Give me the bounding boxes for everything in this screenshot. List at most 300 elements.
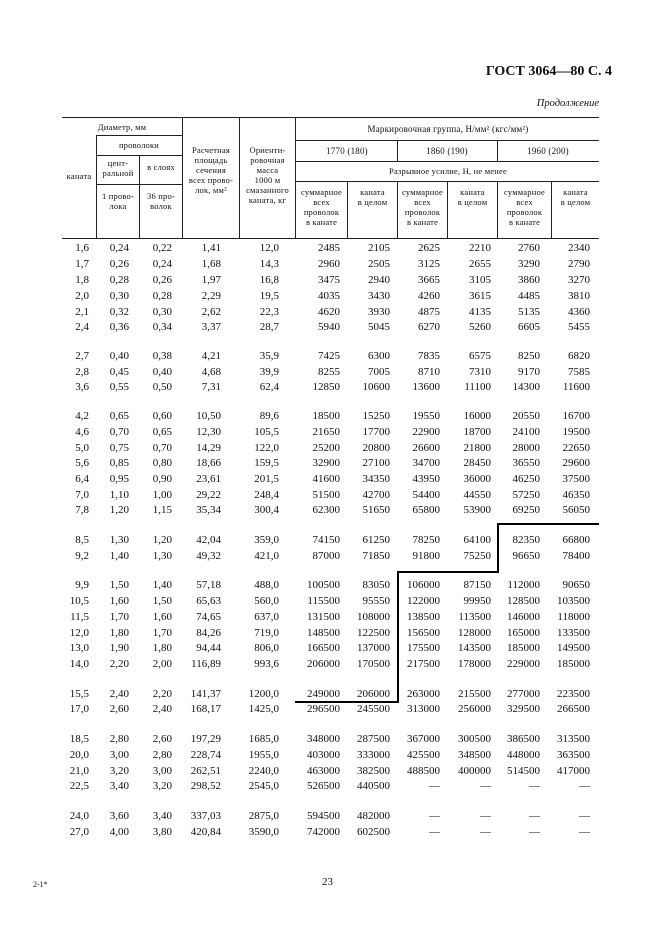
table-cell: 23,61 (196, 473, 221, 485)
header-mass: Ориенти- ровочная масса 1000 м смазанного каната, кг (246, 145, 289, 205)
table-cell: 263000 (407, 688, 440, 700)
table-cell: 7005 (368, 366, 390, 378)
table-cell: 0,26 (152, 274, 172, 286)
table-cell: 178000 (458, 658, 491, 670)
table-cell: — (429, 810, 440, 822)
table-cell: 65,63 (196, 595, 221, 607)
page-number: 23 (322, 876, 333, 888)
table-cell: 12850 (312, 381, 340, 393)
table-cell: 42700 (362, 489, 390, 501)
table-cell: 20800 (362, 442, 390, 454)
table-cell: 215500 (458, 688, 491, 700)
table-cell: 1,8 (75, 274, 89, 286)
table-cell: 14,0 (69, 658, 89, 670)
header-one-wire: 1 прово- лока (101, 191, 135, 211)
grid-line (96, 135, 97, 238)
table-cell: 128500 (507, 595, 540, 607)
table-cell: 201,5 (254, 473, 279, 485)
table-cell: 39,9 (259, 366, 279, 378)
table-cell: 2545,0 (248, 780, 279, 792)
table-cell: 248,4 (254, 489, 279, 501)
table-cell: 0,30 (109, 290, 129, 302)
table-cell: 1,68 (201, 258, 221, 270)
table-cell: 206000 (357, 688, 390, 700)
table-cell: 57250 (512, 489, 540, 501)
table-cell: 71850 (362, 550, 390, 562)
table-cell: 3,80 (152, 826, 172, 838)
header-area: Расчетная площадь сечения всех прово- лок, мм² (188, 145, 234, 195)
table-cell: 440500 (357, 780, 390, 792)
table-cell: 0,24 (109, 242, 129, 254)
table-cell: 95550 (362, 595, 390, 607)
table-cell: 2,40 (152, 703, 172, 715)
table-cell: 300,4 (254, 504, 279, 516)
table-cell: 526500 (307, 780, 340, 792)
table-cell: 18,66 (196, 457, 221, 469)
table-cell: 106000 (407, 579, 440, 591)
table-cell: 175500 (407, 642, 440, 654)
table-cell: 90650 (562, 579, 590, 591)
table-cell: 22,3 (259, 306, 279, 318)
table-cell: 138500 (407, 611, 440, 623)
table-cell: — (529, 780, 540, 792)
table-cell: 10,50 (196, 410, 221, 422)
table-cell: 3430 (368, 290, 390, 302)
table-cell: 2210 (469, 242, 491, 254)
table-cell: 19550 (412, 410, 440, 422)
table-cell: 1,41 (201, 242, 221, 254)
table-cell: 2,40 (109, 688, 129, 700)
table-cell: 6300 (368, 350, 390, 362)
table-cell: 0,65 (152, 426, 172, 438)
table-cell: 25200 (312, 442, 340, 454)
table-cell: 89,6 (259, 410, 279, 422)
table-cell: 19,5 (259, 290, 279, 302)
header-group-1960: 1960 (200) (527, 146, 569, 156)
table-cell: 34700 (412, 457, 440, 469)
header-rope-1770: каната в целом (357, 187, 388, 207)
table-cell: 17700 (362, 426, 390, 438)
table-cell: 28450 (463, 457, 491, 469)
table-cell: 3810 (568, 290, 590, 302)
table-cell: 4620 (318, 306, 340, 318)
table-cell: 3475 (318, 274, 340, 286)
table-cell: 91800 (412, 550, 440, 562)
table-cell: 148500 (307, 627, 340, 639)
table-cell: 113500 (458, 611, 491, 623)
table-cell: 0,65 (109, 410, 129, 422)
table-cell: 262,51 (190, 765, 221, 777)
table-cell: 5135 (518, 306, 540, 318)
table-cell: 0,28 (109, 274, 129, 286)
table-cell: 0,80 (152, 457, 172, 469)
table-cell: 420,84 (190, 826, 221, 838)
table-cell: 5455 (568, 321, 590, 333)
table-cell: 0,24 (152, 258, 172, 270)
table-cell: 54400 (412, 489, 440, 501)
header-center-wire: цент- ральной (102, 158, 134, 178)
table-cell: 2,80 (152, 749, 172, 761)
table-cell: 1,40 (109, 550, 129, 562)
table-cell: 18700 (463, 426, 491, 438)
table-cell: 228,74 (190, 749, 221, 761)
table-cell: 2,80 (109, 733, 129, 745)
table-cell: 2,20 (109, 658, 129, 670)
header-breaking-force: Разрывное усилие, Н, не менее (389, 166, 507, 176)
table-cell: 122000 (407, 595, 440, 607)
table-cell: 16700 (562, 410, 590, 422)
table-cell: 115500 (307, 595, 340, 607)
table-cell: 9,9 (75, 579, 89, 591)
table-header-bottom (62, 238, 599, 239)
table-cell: 382500 (357, 765, 390, 777)
table-cell: 165000 (507, 627, 540, 639)
table-cell: 993,6 (254, 658, 279, 670)
table-cell: 2105 (368, 242, 390, 254)
table-cell: 131500 (307, 611, 340, 623)
table-cell: 2,62 (201, 306, 221, 318)
table-cell: 329500 (507, 703, 540, 715)
header-rope: каната (66, 171, 92, 181)
grid-line (295, 140, 599, 141)
table-cell: 11100 (464, 381, 491, 393)
table-cell: 143500 (458, 642, 491, 654)
table-cell: 3930 (368, 306, 390, 318)
table-cell: 118000 (557, 611, 590, 623)
table-cell: 2960 (318, 258, 340, 270)
table-cell: 3860 (518, 274, 540, 286)
continuation-label: Продолжение (536, 98, 599, 109)
table-cell: 75250 (463, 550, 491, 562)
table-cell: 6605 (518, 321, 540, 333)
table-cell: 112000 (507, 579, 540, 591)
table-cell: 2655 (469, 258, 491, 270)
table-cell: 2,7 (75, 350, 89, 362)
table-cell: 133500 (557, 627, 590, 639)
table-cell: 6,4 (75, 473, 89, 485)
table-cell: 66800 (562, 534, 590, 546)
table-cell: 359,0 (254, 534, 279, 546)
table-cell: — (579, 810, 590, 822)
table-cell: 28000 (512, 442, 540, 454)
table-cell: 82350 (512, 534, 540, 546)
table-cell: 168,17 (190, 703, 221, 715)
header-rope-1960: каната в целом (560, 187, 591, 207)
table-cell: 20,0 (69, 749, 89, 761)
table-cell: 128000 (458, 627, 491, 639)
table-top-border (62, 117, 599, 118)
table-cell: 9170 (518, 366, 540, 378)
table-cell: 7310 (469, 366, 491, 378)
table-cell: 14300 (512, 381, 540, 393)
table-cell: 24,0 (69, 810, 89, 822)
table-cell: 2790 (568, 258, 590, 270)
step-line (497, 523, 599, 525)
table-cell: 0,95 (109, 473, 129, 485)
table-cell: 12,0 (69, 627, 89, 639)
table-cell: 1685,0 (248, 733, 279, 745)
table-cell: 15,5 (69, 688, 89, 700)
table-cell: 22900 (412, 426, 440, 438)
table-cell: — (480, 780, 491, 792)
table-cell: 287500 (357, 733, 390, 745)
header-group-1770: 1770 (180) (326, 146, 368, 156)
table-cell: 5045 (368, 321, 390, 333)
table-cell: 1,40 (152, 579, 172, 591)
table-cell: 482000 (357, 810, 390, 822)
table-cell: 488,0 (254, 579, 279, 591)
table-cell: 313000 (407, 703, 440, 715)
table-cell: 149500 (557, 642, 590, 654)
header-diameter: Диаметр, мм (97, 122, 147, 132)
table-cell: 337,03 (190, 810, 221, 822)
table-cell: 4,68 (201, 366, 221, 378)
table-cell: 35,9 (259, 350, 279, 362)
table-cell: 16000 (463, 410, 491, 422)
header-wires: проволоки (118, 140, 160, 150)
table-cell: 386500 (507, 733, 540, 745)
table-cell: — (529, 810, 540, 822)
table-cell: 2,4 (75, 321, 89, 333)
grid-line (96, 135, 182, 136)
table-cell: 13600 (412, 381, 440, 393)
table-cell: — (579, 780, 590, 792)
table-cell: 10,5 (69, 595, 89, 607)
table-cell: 74150 (312, 534, 340, 546)
table-cell: 348500 (458, 749, 491, 761)
table-cell: 4,21 (201, 350, 221, 362)
table-cell: 24100 (512, 426, 540, 438)
table-cell: 4135 (469, 306, 491, 318)
table-cell: 1,60 (109, 595, 129, 607)
table-cell: 8,5 (75, 534, 89, 546)
table-cell: 19500 (562, 426, 590, 438)
step-line (497, 523, 499, 573)
table-cell: 0,50 (152, 381, 172, 393)
table-cell: 7,8 (75, 504, 89, 516)
table-cell: 0,34 (152, 321, 172, 333)
table-cell: 62300 (312, 504, 340, 516)
table-cell: 3,00 (109, 749, 129, 761)
table-cell: 1,20 (109, 504, 129, 516)
table-cell: 0,30 (152, 306, 172, 318)
table-cell: 3,37 (201, 321, 221, 333)
table-cell: 61250 (362, 534, 390, 546)
table-cell: 41600 (312, 473, 340, 485)
table-cell: 0,26 (109, 258, 129, 270)
table-cell: — (429, 780, 440, 792)
table-cell: 2,00 (152, 658, 172, 670)
table-cell: 0,55 (109, 381, 129, 393)
table-cell: 249000 (307, 688, 340, 700)
table-cell: 87000 (312, 550, 340, 562)
table-cell: 3,40 (152, 810, 172, 822)
table-cell: 43950 (412, 473, 440, 485)
table-cell: 1,80 (109, 627, 129, 639)
table-cell: 217500 (407, 658, 440, 670)
table-cell: 3665 (418, 274, 440, 286)
table-cell: 7425 (318, 350, 340, 362)
table-cell: 156500 (407, 627, 440, 639)
table-cell: 3,6 (75, 381, 89, 393)
table-cell: 83050 (362, 579, 390, 591)
table-cell: 3,20 (152, 780, 172, 792)
footer-mark: 2-1* (33, 880, 48, 889)
table-cell: 185000 (557, 658, 590, 670)
table-cell: 400000 (458, 765, 491, 777)
table-cell: 14,29 (196, 442, 221, 454)
table-cell: 65800 (412, 504, 440, 516)
header-group-1860: 1860 (190) (426, 146, 468, 156)
table-cell: 29600 (562, 457, 590, 469)
table-cell: 229000 (507, 658, 540, 670)
table-cell: 105,5 (254, 426, 279, 438)
table-cell: 26600 (412, 442, 440, 454)
table-cell: 159,5 (254, 457, 279, 469)
table-cell: 35,34 (196, 504, 221, 516)
table-cell: 69250 (512, 504, 540, 516)
table-cell: 36000 (463, 473, 491, 485)
table-cell: 3,60 (109, 810, 129, 822)
table-cell: 0,38 (152, 350, 172, 362)
table-cell: 3290 (518, 258, 540, 270)
table-cell: 0,85 (109, 457, 129, 469)
table-cell: 103500 (557, 595, 590, 607)
table-cell: 2,60 (109, 703, 129, 715)
table-cell: 78400 (562, 550, 590, 562)
table-cell: 62,4 (259, 381, 279, 393)
table-cell: 4,2 (75, 410, 89, 422)
table-cell: 2,0 (75, 290, 89, 302)
table-cell: 7,31 (201, 381, 221, 393)
table-cell: 4875 (418, 306, 440, 318)
table-cell: 2940 (368, 274, 390, 286)
table-cell: 21,0 (69, 765, 89, 777)
table-cell: 1,10 (109, 489, 129, 501)
table-cell: 298,52 (190, 780, 221, 792)
standard-header: ГОСТ 3064—80 С. 4 (485, 64, 612, 79)
header-layers: в слоях (147, 162, 175, 172)
table-cell: 2760 (518, 242, 540, 254)
table-cell: 2240,0 (248, 765, 279, 777)
grid-line (295, 161, 599, 162)
table-cell: 100500 (307, 579, 340, 591)
table-cell: 1,97 (201, 274, 221, 286)
table-cell: 3,00 (152, 765, 172, 777)
table-cell: 1425,0 (248, 703, 279, 715)
table-cell: 2,20 (152, 688, 172, 700)
table-cell: 4485 (518, 290, 540, 302)
table-cell: 2875,0 (248, 810, 279, 822)
table-cell: 18,5 (69, 733, 89, 745)
table-cell: 36550 (512, 457, 540, 469)
table-cell: 560,0 (254, 595, 279, 607)
table-cell: 37500 (562, 473, 590, 485)
table-cell: 14,3 (259, 258, 279, 270)
header-marking-group: Маркировочная группа, Н/мм² (кгс/мм²) (367, 124, 529, 134)
table-cell: 0,75 (109, 442, 129, 454)
header-sum-1860: суммарное всех проволок в канате (402, 187, 443, 227)
table-cell: 367000 (407, 733, 440, 745)
table-cell: 166500 (307, 642, 340, 654)
table-cell: 421,0 (254, 550, 279, 562)
table-cell: 1,70 (109, 611, 129, 623)
table-cell: 742000 (307, 826, 340, 838)
table-cell: 3270 (568, 274, 590, 286)
table-cell: 417000 (557, 765, 590, 777)
table-cell: 51500 (312, 489, 340, 501)
table-cell: 256000 (458, 703, 491, 715)
table-cell: 514500 (507, 765, 540, 777)
table-cell: 18500 (312, 410, 340, 422)
table-cell: 1,7 (75, 258, 89, 270)
table-cell: — (480, 810, 491, 822)
table-cell: 4,6 (75, 426, 89, 438)
table-cell: 8255 (318, 366, 340, 378)
table-cell: 34350 (362, 473, 390, 485)
table-cell: 463000 (307, 765, 340, 777)
table-cell: 0,32 (109, 306, 129, 318)
table-cell: 53900 (463, 504, 491, 516)
table-cell: 4360 (568, 306, 590, 318)
table-cell: 425500 (407, 749, 440, 761)
table-cell: 32900 (312, 457, 340, 469)
table-cell: 5260 (469, 321, 491, 333)
table-cell: 22,5 (69, 780, 89, 792)
table-cell: 12,0 (259, 242, 279, 254)
table-cell: 363500 (557, 749, 590, 761)
table-cell: 1955,0 (248, 749, 279, 761)
table-cell: — (529, 826, 540, 838)
table-cell: 1,00 (152, 489, 172, 501)
table-cell: 141,37 (190, 688, 221, 700)
table-cell: 6270 (418, 321, 440, 333)
table-cell: 1,60 (152, 611, 172, 623)
table-cell: 313500 (557, 733, 590, 745)
table-cell: 185000 (507, 642, 540, 654)
table-cell: 94,44 (196, 642, 221, 654)
table-cell: 2,1 (75, 306, 89, 318)
table-cell: 27100 (362, 457, 390, 469)
table-cell: 300500 (458, 733, 491, 745)
table-cell: 46350 (562, 489, 590, 501)
header-sum-1960: суммарное всех проволок в канате (504, 187, 545, 227)
table-cell: 1200,0 (248, 688, 279, 700)
table-cell: 2485 (318, 242, 340, 254)
table-cell: 42,04 (196, 534, 221, 546)
table-cell: 8710 (418, 366, 440, 378)
table-cell: 1,70 (152, 627, 172, 639)
table-cell: 594500 (307, 810, 340, 822)
table-cell: 0,45 (109, 366, 129, 378)
table-cell: 7585 (568, 366, 590, 378)
table-cell: 0,22 (152, 242, 172, 254)
table-cell: 146000 (507, 611, 540, 623)
table-cell: 10600 (362, 381, 390, 393)
table-cell: 122,0 (254, 442, 279, 454)
table-cell: 1,15 (152, 504, 172, 516)
table-cell: 116,89 (191, 658, 221, 670)
table-cell: 348000 (307, 733, 340, 745)
header-36-wires: 36 про- волок (147, 191, 175, 211)
table-cell: 4035 (318, 290, 340, 302)
table-cell: 21800 (463, 442, 491, 454)
table-cell: 1,80 (152, 642, 172, 654)
header-rope-1860: каната в целом (457, 187, 488, 207)
table-cell: 1,20 (152, 534, 172, 546)
table-cell: 4,00 (109, 826, 129, 838)
table-cell: 403000 (307, 749, 340, 761)
